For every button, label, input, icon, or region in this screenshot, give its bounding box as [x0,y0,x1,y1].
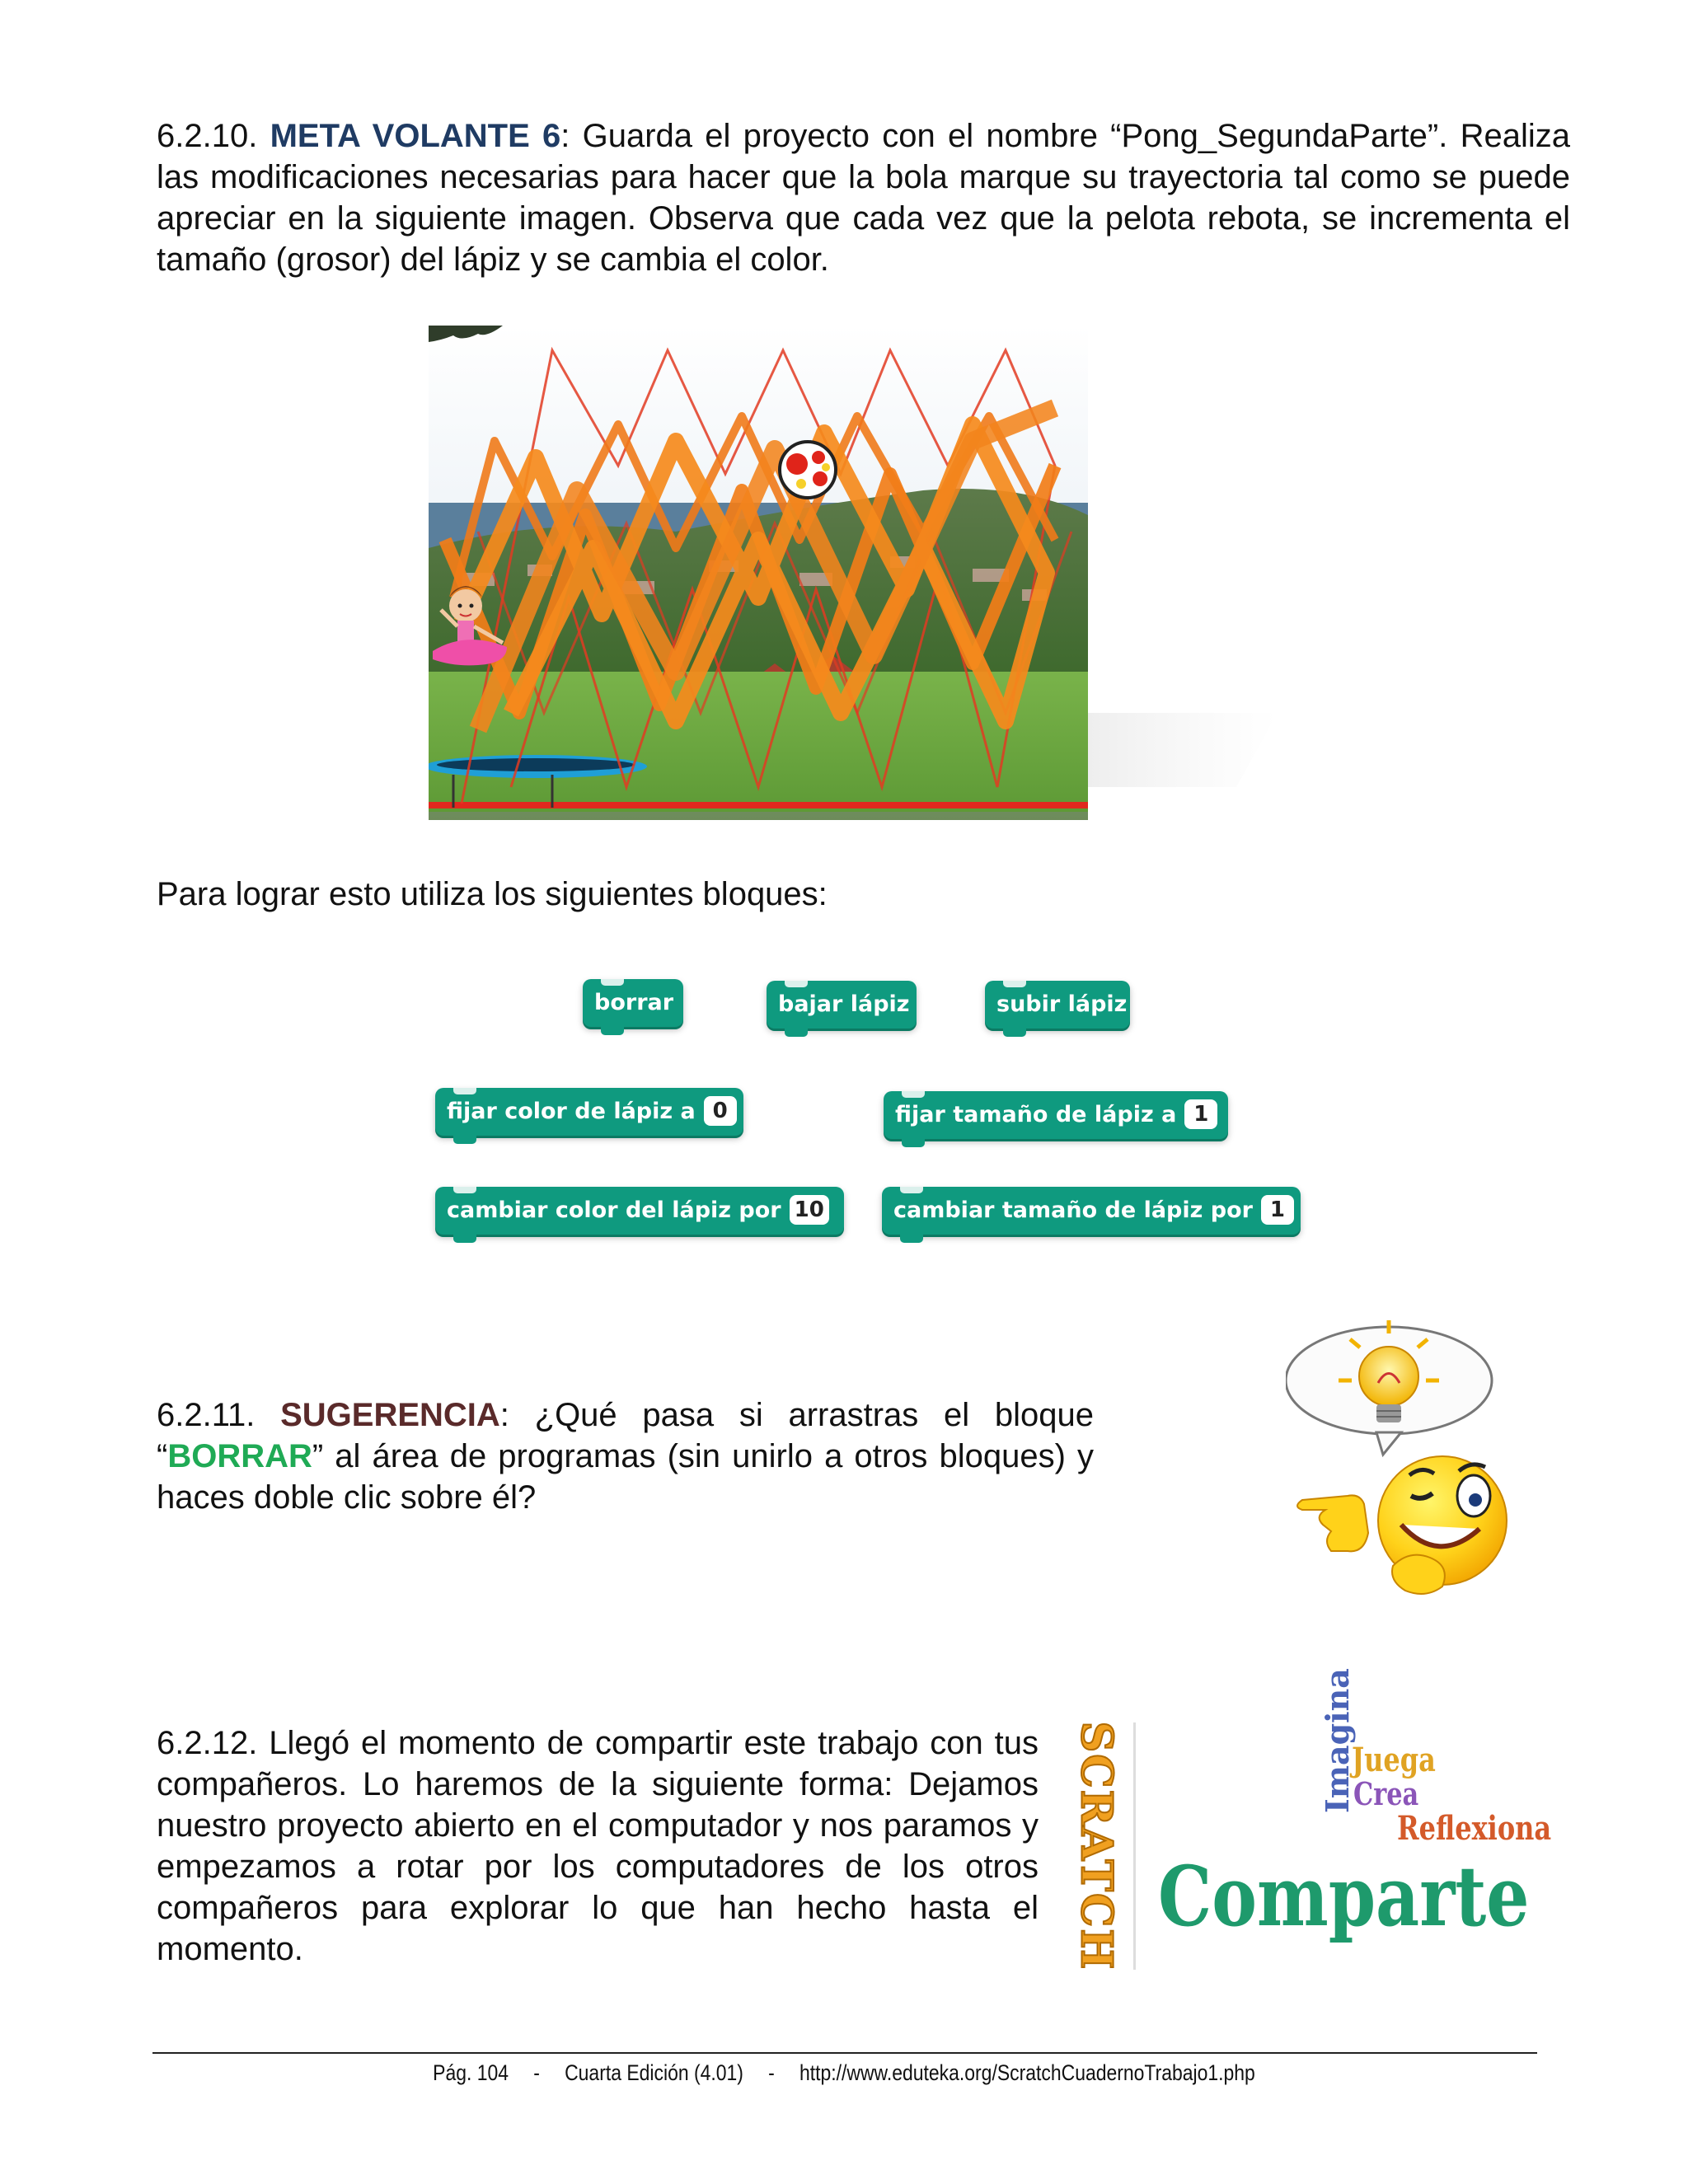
paragraph-6-2-10 [157,115,1570,280]
block-cambiar-color [435,1187,844,1235]
wordart-juega: Juega [1352,1741,1436,1779]
paragraph-6-2-12: 6.2.12. Llegó el momento de compartir este trabajo con tus compañeros. Lo haremos de la siguiente forma: Dejamos nuestro proyecto abierto en el computador y nos paramos y empezamos a rotar por los computadores de los otros compañeros para explorar lo que han hecho hasta el momento. [157,1725,1039,1967]
section-title-sugerencia: SUGERENCIA [280,1397,500,1433]
block-borrar-label: borrar [594,990,674,1015]
block-cambiar-tamano [882,1187,1301,1235]
block-fijar-tamano-label: fijar tamaño de lápiz a [895,1102,1177,1127]
block-cambiar-tamano-value: 1 [1261,1195,1294,1225]
paragraph-6-2-11 [157,1394,1094,1518]
block-cambiar-tamano-label: cambiar tamaño de lápiz por [893,1197,1253,1223]
block-bajar-lapiz [767,981,917,1029]
wordart-reflexiona: Reflexiona [1397,1809,1552,1848]
page-footer [127,2060,1562,2086]
block-cambiar-color-label: cambiar color del lápiz por [447,1197,781,1223]
footer-divider [152,2052,1537,2054]
block-fijar-color [435,1088,743,1136]
blocks-intro: Para lograr esto utiliza los siguientes bloques: [157,876,828,912]
block-fijar-tamano-value: 1 [1184,1099,1217,1129]
block-fijar-tamano [884,1091,1228,1139]
footer-separator: - [768,2060,775,2085]
footer-separator: - [533,2060,540,2085]
block-subir-lapiz-label: subir lápiz [996,991,1128,1017]
section-text: : Guarda el proyecto con el nombre “Pong_SegundaParte”. Realiza las modificaciones necesarias para hacer que la bola marque su trayectoria tal como se puede apreciar en la siguiente imagen. Observa que cada vez que la pelota rebota, se incrementa el tamaño (grosor) del lápiz y se cambia el color. [157,118,1570,278]
block-subir-lapiz [985,981,1130,1029]
block-borrar [583,979,683,1027]
footer-edition: Cuarta Edición (4.01) [565,2060,743,2085]
pong-trajectory-image [429,326,1286,828]
wordart-imagina: Imagina [1319,1668,1356,1813]
scratch-logo-vertical [1059,1722,1136,1970]
thinking-smiley-illustration [1286,1319,1525,1599]
comparte-word-art [1071,1668,1558,1971]
section-text-b: ” al área de programas (sin unirlo a otros bloques) y haces doble clic sobre él? [157,1438,1094,1516]
footer-page-number: Pág. 104 [433,2060,509,2085]
block-fijar-color-value: 0 [704,1096,737,1126]
section-number: 6.2.10. [157,118,258,154]
footer-url-link[interactable]: http://www.eduteka.org/ScratchCuadernoTrabajo1.php [799,2060,1255,2085]
section-title-meta-volante: META VOLANTE 6 [270,118,561,154]
keyword-borrar: BORRAR [167,1438,312,1474]
wordart-crea: Crea [1353,1775,1419,1812]
block-bajar-lapiz-label: bajar lápiz [778,991,910,1017]
block-fijar-color-label: fijar color de lápiz a [447,1099,696,1124]
section-text-a: : ¿Qué pasa si arrastras el bloque “ [157,1397,1094,1474]
block-cambiar-color-value: 10 [790,1195,829,1225]
section-number: 6.2.11. [157,1397,256,1433]
scratch-logo-text: SCRATCH [1071,1721,1122,1971]
wordart-comparte: Comparte [1158,1848,1530,1945]
